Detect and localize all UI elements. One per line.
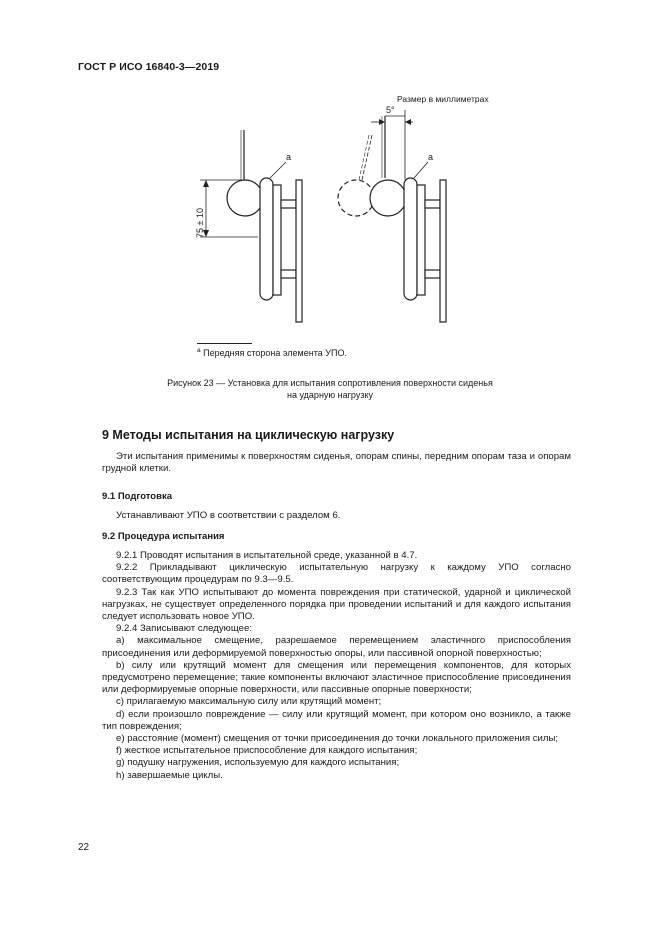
- list-item: h) завершаемые циклы.: [116, 769, 223, 781]
- caption-line-1: Рисунок 23 — Установка для испытания сопротивления поверхности сиденья: [167, 378, 493, 388]
- list-item: 9.2.1 Проводят испытания в испытательной среде, указанной в 4.7.: [116, 550, 418, 561]
- page-number: 22: [78, 842, 90, 853]
- list-item: 9.2.4 Записывают следующее:: [116, 623, 252, 635]
- dimension-angle: 5°: [386, 105, 395, 115]
- section-9-2-title: 9.2 Процедура испытания: [102, 531, 225, 542]
- test-setup-figure: [0, 0, 661, 360]
- label-a-left: a: [286, 152, 292, 162]
- units-note: Размер в миллиметрах: [397, 94, 489, 104]
- intro-text: Эти испытания применимы к поверхностям сиденья, опорам спины, передним опорам таза и опорам грудной клетки.: [102, 451, 571, 475]
- section-9-title: 9 Методы испытания на циклическую нагрузку: [102, 428, 395, 442]
- section-9-intro: [102, 451, 571, 475]
- figure-footnote: [197, 348, 347, 358]
- footnote-rule: [197, 343, 252, 344]
- section-9-1-body: [102, 510, 571, 522]
- footnote-marker: a: [197, 347, 201, 354]
- list-item: 9.2.3 Так как УПО испытывают до момента повреждения при статической, ударной и циклической нагрузках, не существует определенного порядка при проведении испытаний и для каждого испытания следует использовать новое УПО.: [102, 586, 571, 623]
- caption-line-2: на ударную нагрузку: [287, 390, 373, 400]
- footnote-text: Передняя сторона элемента УПО.: [203, 348, 347, 358]
- section-9-1-title: 9.1 Подготовка: [102, 491, 172, 502]
- figure-caption: [120, 377, 540, 401]
- label-a-right: a: [428, 152, 434, 162]
- list-item: b) силу или крутящий момент для смещения или перемещения компонентов, для которых предусмотрено перемещение; такие компоненты включают эластичное приспособление присоединения или деформируемые опорные поверхности, или пассивные опорные поверхности;: [102, 659, 571, 696]
- dimension-75: 75 ± 10: [195, 208, 205, 238]
- list-item: f) жесткое испытательное приспособление для каждого испытания;: [116, 745, 418, 757]
- list-item: a) максимальное смещение, разрешаемое перемещением эластичного приспособления присоединения или деформируемой поверхностью опоры, или пассивной опорной поверхностью;: [102, 635, 571, 659]
- list-item: 9.2.2 Прикладывают циклическую испытательную нагрузку к каждому УПО согласно соответствующим процедурам по 9.3—9.5.: [102, 562, 571, 586]
- section-9-2-body: [102, 550, 571, 782]
- list-item: c) прилагаемую максимальную силу или крутящий момент;: [116, 696, 382, 708]
- document-header: ГОСТ Р ИСО 16840-3—2019: [78, 61, 220, 73]
- list-item: d) если произошло повреждение — силу или крутящий момент, при котором оно возникло, а также тип повреждения;: [102, 708, 571, 732]
- list-item: e) расстояние (момент) смещения от точки присоединения до точки локального приложения силы;: [116, 733, 559, 745]
- s91-text: Устанавливают УПО в соответствии с разделом 6.: [116, 510, 341, 521]
- list-item: g) подушку нагружения, используемую для каждого испытания;: [116, 757, 400, 769]
